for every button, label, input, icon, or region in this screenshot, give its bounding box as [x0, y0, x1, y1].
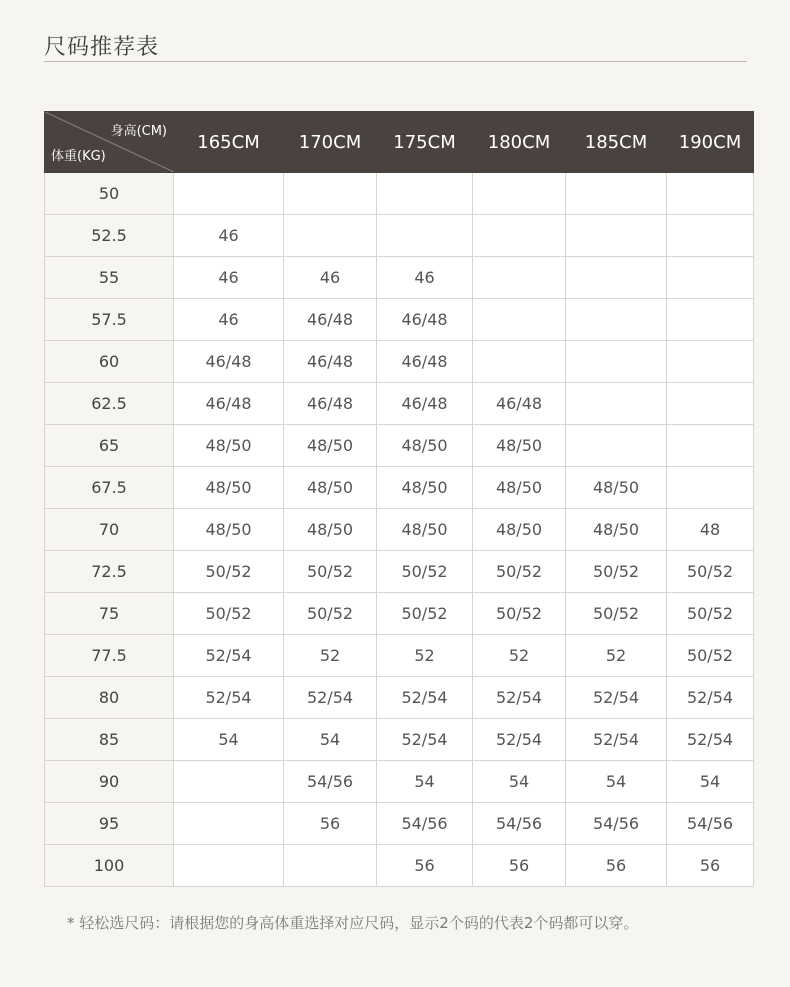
size-cell: 56 — [377, 845, 473, 887]
size-cell: 54 — [667, 761, 754, 803]
size-cell: 52/54 — [174, 677, 284, 719]
size-cell: 48/50 — [377, 425, 473, 467]
size-cell: 50/52 — [377, 551, 473, 593]
size-cell: 52 — [566, 635, 667, 677]
size-cell: 54 — [377, 761, 473, 803]
table-row — [45, 425, 754, 467]
size-cell: 50/52 — [667, 551, 754, 593]
size-cell: 54 — [284, 719, 377, 761]
size-cell: 52/54 — [284, 677, 377, 719]
size-cell: 46/48 — [174, 341, 284, 383]
table-row — [45, 257, 754, 299]
size-cell — [667, 383, 754, 425]
height-header-cell: 180CM — [473, 112, 566, 173]
size-cell: 54/56 — [284, 761, 377, 803]
title-divider — [44, 61, 747, 62]
weight-axis-label: 体重(KG) — [51, 149, 106, 164]
weight-cell: 57.5 — [45, 299, 174, 341]
size-cell: 46 — [284, 257, 377, 299]
weight-cell: 95 — [45, 803, 174, 845]
size-cell: 56 — [667, 845, 754, 887]
size-cell — [174, 761, 284, 803]
weight-cell: 55 — [45, 257, 174, 299]
size-cell: 46 — [377, 257, 473, 299]
size-cell: 46/48 — [284, 299, 377, 341]
size-cell: 54 — [473, 761, 566, 803]
table-row — [45, 299, 754, 341]
size-cell — [566, 341, 667, 383]
table-row — [45, 719, 754, 761]
table-row — [45, 383, 754, 425]
height-header-cell: 175CM — [377, 112, 473, 173]
size-cell: 46/48 — [284, 341, 377, 383]
weight-cell: 50 — [45, 173, 174, 215]
size-cell: 52 — [377, 635, 473, 677]
size-cell: 46/48 — [377, 341, 473, 383]
size-cell: 46/48 — [284, 383, 377, 425]
size-cell: 54/56 — [667, 803, 754, 845]
size-cell: 48/50 — [174, 425, 284, 467]
weight-cell: 77.5 — [45, 635, 174, 677]
size-cell: 50/52 — [377, 593, 473, 635]
size-cell: 48/50 — [566, 509, 667, 551]
size-cell: 50/52 — [667, 635, 754, 677]
table-row — [45, 215, 754, 257]
size-cell: 50/52 — [284, 551, 377, 593]
size-cell: 52 — [473, 635, 566, 677]
size-cell: 56 — [473, 845, 566, 887]
size-cell — [566, 383, 667, 425]
size-cell — [667, 425, 754, 467]
size-cell: 54 — [566, 761, 667, 803]
table-row — [45, 677, 754, 719]
size-cell: 52 — [284, 635, 377, 677]
size-cell — [174, 173, 284, 215]
weight-cell: 65 — [45, 425, 174, 467]
size-cell: 54/56 — [377, 803, 473, 845]
table-row — [45, 467, 754, 509]
size-cell: 48/50 — [284, 425, 377, 467]
size-cell: 48 — [667, 509, 754, 551]
size-cell: 54/56 — [473, 803, 566, 845]
size-cell: 48/50 — [473, 425, 566, 467]
size-cell: 52/54 — [174, 635, 284, 677]
size-cell — [667, 467, 754, 509]
size-cell: 46/48 — [377, 299, 473, 341]
size-cell: 52/54 — [566, 677, 667, 719]
weight-cell: 52.5 — [45, 215, 174, 257]
size-cell: 46 — [174, 215, 284, 257]
size-cell: 46 — [174, 257, 284, 299]
table-body — [45, 173, 754, 887]
size-cell — [473, 173, 566, 215]
size-cell: 56 — [566, 845, 667, 887]
size-cell — [174, 803, 284, 845]
size-cell: 52/54 — [473, 719, 566, 761]
size-cell: 50/52 — [667, 593, 754, 635]
size-cell: 50/52 — [566, 551, 667, 593]
size-cell: 48/50 — [473, 509, 566, 551]
size-cell — [284, 215, 377, 257]
size-cell — [566, 257, 667, 299]
size-cell: 48/50 — [377, 509, 473, 551]
size-cell: 50/52 — [284, 593, 377, 635]
size-recommendation-table — [44, 111, 754, 887]
size-cell: 50/52 — [566, 593, 667, 635]
weight-cell: 100 — [45, 845, 174, 887]
size-cell: 48/50 — [174, 509, 284, 551]
table-row — [45, 173, 754, 215]
size-cell — [473, 341, 566, 383]
size-cell — [667, 215, 754, 257]
size-cell: 46/48 — [473, 383, 566, 425]
size-cell: 48/50 — [174, 467, 284, 509]
size-cell: 50/52 — [174, 593, 284, 635]
size-cell: 48/50 — [377, 467, 473, 509]
size-cell — [284, 173, 377, 215]
size-cell: 48/50 — [566, 467, 667, 509]
table-row — [45, 551, 754, 593]
weight-cell: 67.5 — [45, 467, 174, 509]
size-cell — [667, 173, 754, 215]
table-row — [45, 761, 754, 803]
size-cell: 54 — [174, 719, 284, 761]
table-row — [45, 509, 754, 551]
size-cell: 50/52 — [473, 551, 566, 593]
size-cell — [566, 215, 667, 257]
weight-cell: 80 — [45, 677, 174, 719]
page-title: 尺码推荐表 — [44, 35, 160, 60]
corner-header-cell — [45, 112, 174, 173]
size-cell — [566, 425, 667, 467]
weight-cell: 62.5 — [45, 383, 174, 425]
table-row — [45, 635, 754, 677]
weight-cell: 75 — [45, 593, 174, 635]
table-row — [45, 593, 754, 635]
weight-cell: 70 — [45, 509, 174, 551]
size-cell — [284, 845, 377, 887]
size-cell — [174, 845, 284, 887]
size-cell: 52/54 — [473, 677, 566, 719]
size-cell — [473, 299, 566, 341]
size-cell: 52/54 — [377, 677, 473, 719]
height-header-cell: 185CM — [566, 112, 667, 173]
size-cell: 54/56 — [566, 803, 667, 845]
size-cell — [566, 299, 667, 341]
size-cell: 48/50 — [284, 467, 377, 509]
size-cell: 46/48 — [377, 383, 473, 425]
size-cell — [667, 299, 754, 341]
size-cell — [377, 173, 473, 215]
weight-cell: 60 — [45, 341, 174, 383]
size-cell — [566, 173, 667, 215]
size-cell: 46/48 — [174, 383, 284, 425]
size-cell: 50/52 — [473, 593, 566, 635]
size-cell: 52/54 — [667, 677, 754, 719]
weight-cell: 72.5 — [45, 551, 174, 593]
table-row — [45, 803, 754, 845]
height-axis-label: 身高(CM) — [110, 124, 167, 139]
size-cell: 52/54 — [566, 719, 667, 761]
height-header-cell: 165CM — [174, 112, 284, 173]
height-header-cell: 190CM — [667, 112, 754, 173]
size-cell: 52/54 — [377, 719, 473, 761]
weight-cell: 85 — [45, 719, 174, 761]
size-cell — [377, 215, 473, 257]
size-tip-footnote: * 轻松选尺码：请根据您的身高体重选择对应尺码，显示2个码的代表2个码都可以穿。 — [67, 914, 639, 932]
height-header-cell: 170CM — [284, 112, 377, 173]
size-cell — [473, 215, 566, 257]
size-cell: 48/50 — [473, 467, 566, 509]
size-cell: 50/52 — [174, 551, 284, 593]
table-row — [45, 341, 754, 383]
size-cell — [667, 257, 754, 299]
size-cell — [473, 257, 566, 299]
size-cell: 46 — [174, 299, 284, 341]
size-cell: 56 — [284, 803, 377, 845]
weight-cell: 90 — [45, 761, 174, 803]
table-row — [45, 845, 754, 887]
header-row — [45, 112, 754, 173]
size-cell — [667, 341, 754, 383]
size-cell: 48/50 — [284, 509, 377, 551]
size-cell: 52/54 — [667, 719, 754, 761]
